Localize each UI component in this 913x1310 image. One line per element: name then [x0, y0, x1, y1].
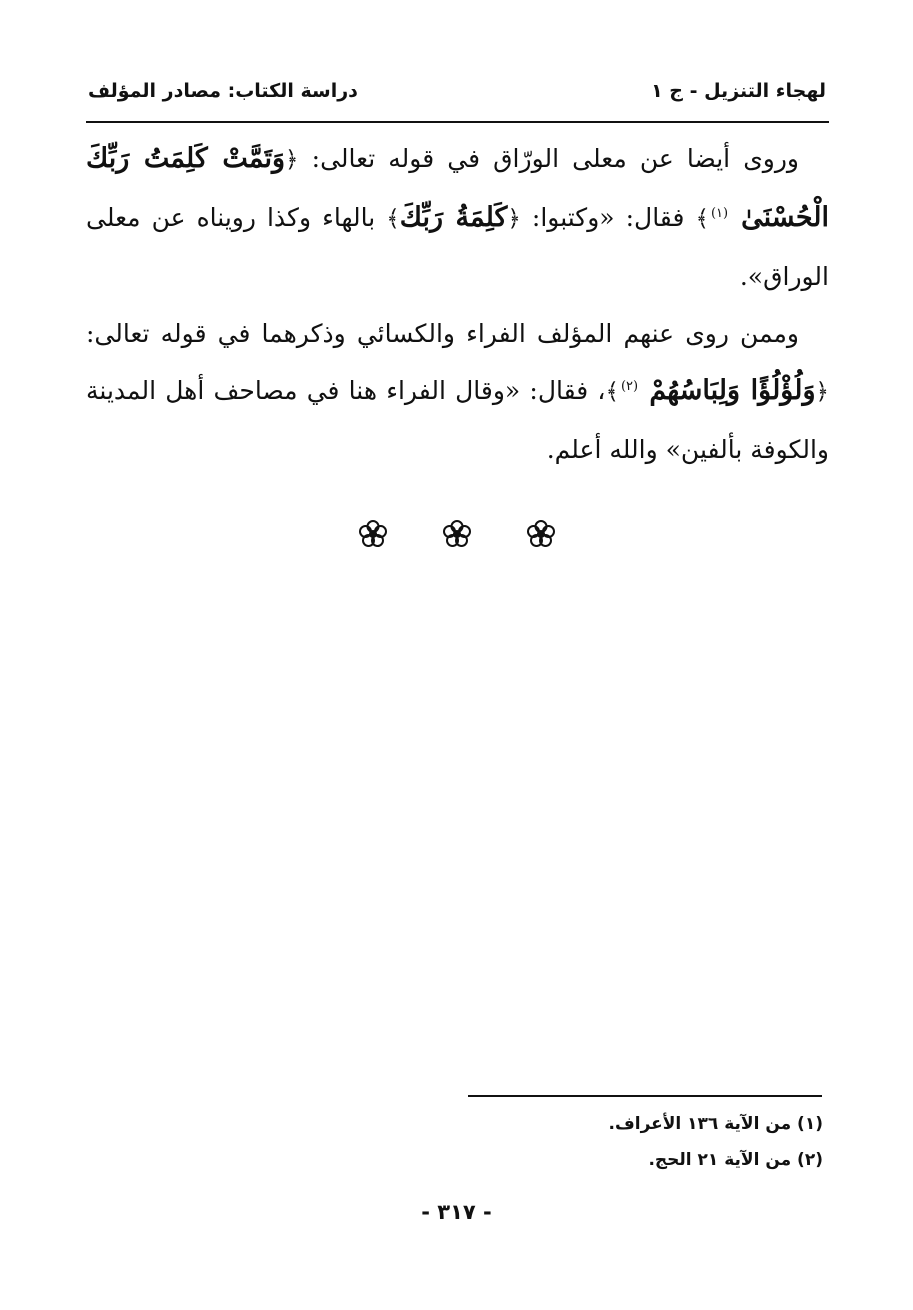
running-header	[88, 74, 826, 108]
footnote-2: (٢) من الآية ٢١ الحج.	[648, 1150, 823, 1170]
ornate-bracket-close: ﴾	[386, 206, 400, 232]
body-text	[86, 130, 829, 478]
flower-ornament-icon	[357, 518, 389, 550]
paragraph-1-ending: بالهاء وكذا رويناه عن معلى الوراق».	[86, 203, 829, 291]
quran-verse-1: وَتَمَّتْ كَلِمَتُ رَبِّكَ الْحُسْنَىٰ	[86, 143, 830, 233]
footnotes	[403, 1106, 823, 1178]
page-number: - ٣١٧ -	[421, 1200, 492, 1224]
quran-verse-2: كَلِمَةُ رَبِّكَ	[399, 202, 508, 233]
ornate-bracket-open: ﴿	[285, 147, 299, 173]
flower-ornament-icon	[441, 518, 473, 550]
footnote-ref-1: (١)	[710, 205, 729, 221]
footnote-rule	[468, 1095, 822, 1097]
book-title: لهجاء التنزيل - ج ١	[651, 80, 826, 102]
flower-ornament-icon	[525, 518, 557, 550]
section-divider-ornaments	[0, 518, 913, 550]
paragraph-2	[86, 305, 829, 478]
header-rule	[86, 121, 829, 123]
ornate-bracket-close: ﴾	[695, 206, 709, 232]
footnote-ref-2: (٢)	[620, 378, 639, 394]
paragraph-2-intro: وممن روى عنهم المؤلف الفراء والكسائي وذكرهما في قوله تعالى:	[86, 319, 799, 348]
paragraph-1-text: فقال: «وكتبوا:	[531, 203, 685, 232]
paragraph-1-intro: وروى أيضا عن معلى الورّاق في قوله تعالى:	[311, 144, 799, 173]
footnote-1: (١) من الآية ١٣٦ الأعراف.	[608, 1114, 823, 1134]
paragraph-1	[86, 130, 829, 305]
quran-verse-3: وَلُؤْلُؤًا وَلِبَاسُهُمْ	[649, 375, 816, 406]
paragraph-2-ending: ، فقال: «وقال الفراء هنا في مصاحف أهل المدينة والكوفة بألفين» والله أعلم.	[86, 376, 829, 464]
ornate-bracket-close: ﴾	[605, 379, 619, 405]
section-title: دراسة الكتاب: مصادر المؤلف	[88, 80, 358, 102]
ornate-bracket-open: ﴿	[815, 379, 830, 405]
ornate-bracket-open: ﴿	[507, 206, 521, 232]
